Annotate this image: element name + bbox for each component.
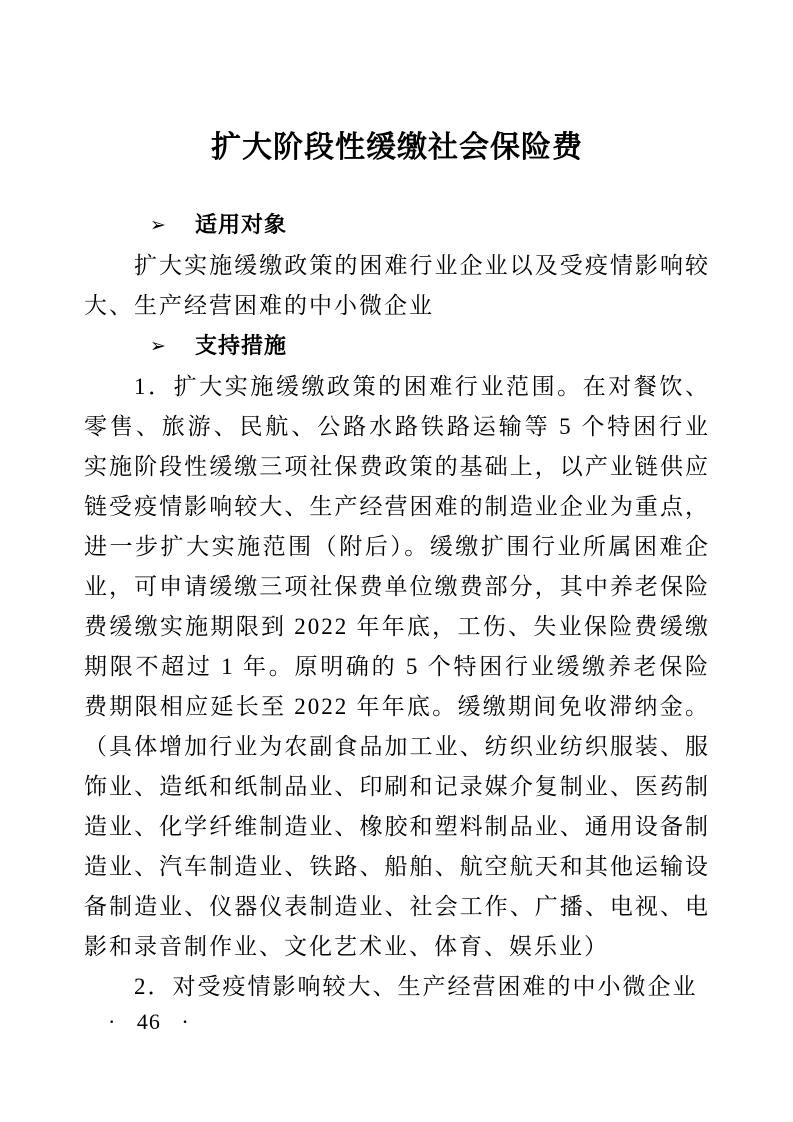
page-title: 扩大阶段性缓缴社会保险费 — [211, 131, 583, 164]
section-heading-applicable-targets — [84, 205, 710, 246]
page-number: · 46 · — [108, 1009, 190, 1034]
arrow-bullet-icon: ➢ — [150, 336, 167, 357]
paragraph-applicable-targets: 扩大实施缓缴政策的困难行业企业以及受疫情影响较大、生产经营困难的中小微企业 — [84, 253, 710, 318]
section-heading-support-measures — [84, 326, 710, 367]
page-content — [84, 0, 710, 1007]
section-heading-label: 适用对象 — [195, 212, 288, 237]
section-heading-label: 支持措施 — [195, 333, 288, 358]
paragraph-measure-2: 2．对受疫情影响较大、生产经营困难的中小微企业 — [134, 974, 698, 999]
arrow-bullet-icon: ➢ — [150, 215, 167, 236]
paragraph-measure-1: 1．扩大实施缓缴政策的困难行业范围。在对餐饮、零售、旅游、民航、公路水路铁路运输等 5 个特困行业实施阶段性缓缴三项社保费政策的基础上，以产业链供应链受疫情影响较大、生产经营困难的制造业企业为重点，进一步扩大实施范围（附后）。缓缴扩围行业所属困难企业，可申请缓缴三项社保费单位缴费部分，其中养老保险费缓缴实施期限到 2022 年年底，工伤、失业保险费缓缴期限不超过 1 年。原明确的 5 个特困行业缓缴养老保险费期限相应延长至 2022 年年底。缓缴期间免收滞纳金。（具体增加行业为农副食品加工业、纺织业纺织服装、服饰业、造纸和纸制品业、印刷和记录媒介复制业、医药制造业、化学纤维制造业、橡胶和塑料制品业、通用设备制造业、汽车制造业、铁路、船舶、航空航天和其他运输设备制造业、仪器仪表制造业、社会工作、广播、电视、电影和录音制作业、文化艺术业、体育、娱乐业） — [84, 374, 710, 959]
section-support-measures — [84, 326, 710, 1007]
section-applicable-targets — [84, 205, 710, 326]
